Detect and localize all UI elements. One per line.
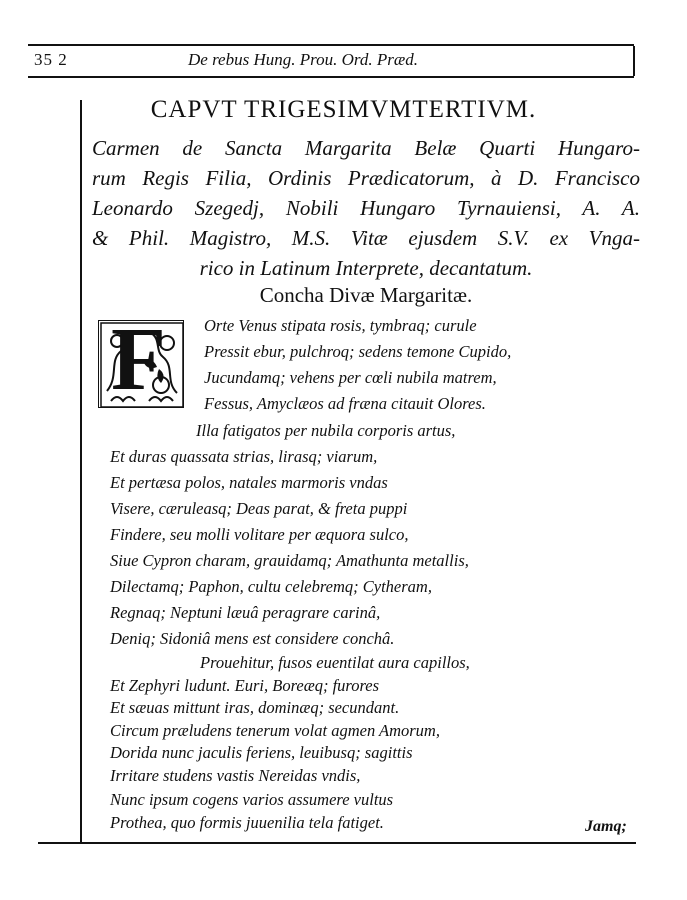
right-rule <box>633 46 635 76</box>
intro-line: rico in Latinum Interprete, decantatum. <box>199 256 533 280</box>
verse-line: Siue Cypron charam, grauidamq; Amathunta metallis, <box>110 551 469 570</box>
left-rule <box>80 100 82 842</box>
verse-line: Et duras quassata strias, lirasq; viarum, <box>110 447 378 466</box>
page-number: 35 2 <box>34 50 68 69</box>
verse-line: Et Zephyri ludunt. Euri, Boreæq; furores <box>110 675 380 695</box>
running-head: De rebus Hung. Prou. Ord. Præd. <box>188 50 418 69</box>
intro-line: Carmen de Sancta Margarita Belæ Quarti Hungaro- <box>92 136 640 160</box>
verse-line: Circum præludens tenerum volat agmen Amorum, <box>110 720 440 740</box>
verse-line: Prouehitur, fusos euentilat aura capillos, <box>200 653 470 672</box>
verse-line: Et sæuas mittunt iras, dominæq; secundant. <box>110 698 400 717</box>
initial-letter: F <box>111 320 166 408</box>
verse-line: Visere, cæruleasq; Deas parat, & freta puppi <box>110 499 408 518</box>
top-rule <box>28 44 634 46</box>
verse-line: Jucundamq; vehens per cœli nubila matrem, <box>204 368 497 387</box>
chapter-heading: CAPVT TRIGESIMVMTERTIVM. <box>150 96 537 123</box>
verse-line: Pressit ebur, pulchroq; sedens temone Cupido, <box>204 342 512 361</box>
verse-line: Dorida nunc jaculis feriens, leuibusq; sagittis <box>110 743 413 762</box>
intro-line: & Phil. Magistro, M.S. Vitæ ejusdem S.V. ex Vnga- <box>92 226 640 250</box>
verse-line: Findere, seu molli volitare per æquora sulco, <box>110 525 409 544</box>
verse-line: Dilectamq; Paphon, cultu celebremq; Cytheram, <box>110 577 432 596</box>
intro-line: Leonardo Szegedj, Nobili Hungaro Tyrnauiensi, A. A. <box>92 196 640 220</box>
header-rule <box>28 76 634 78</box>
verse-line: Regnaq; Neptuni læuâ peragrare carinâ, <box>110 603 381 622</box>
catchword: Jamq; <box>585 818 627 835</box>
verse-line: Prothea, quo formis juuenilia tela fatiget. <box>110 813 384 832</box>
decorated-initial <box>98 320 184 408</box>
bottom-rule <box>38 842 636 844</box>
intro-line: rum Regis Filia, Ordinis Prædicatorum, à D. Francisco <box>92 166 640 190</box>
subtitle: Concha Divæ Margaritæ. <box>259 283 473 307</box>
verse-line: Et pertæsa polos, natales marmoris vndas <box>110 473 388 492</box>
verse-line: Deniq; Sidoniâ mens est considere conchâ. <box>110 629 395 648</box>
verse-line: Illa fatigatos per nubila corporis artus, <box>196 421 456 440</box>
verse-line: Orte Venus stipata rosis, tymbraq; curule <box>204 316 477 335</box>
verse-line: Nunc ipsum cogens varios assumere vultus <box>110 790 394 809</box>
verse-line: Irritare studens vastis Nereidas vndis, <box>110 765 361 785</box>
verse-line: Fessus, Amyclæos ad fræna citauit Olores. <box>204 394 486 413</box>
